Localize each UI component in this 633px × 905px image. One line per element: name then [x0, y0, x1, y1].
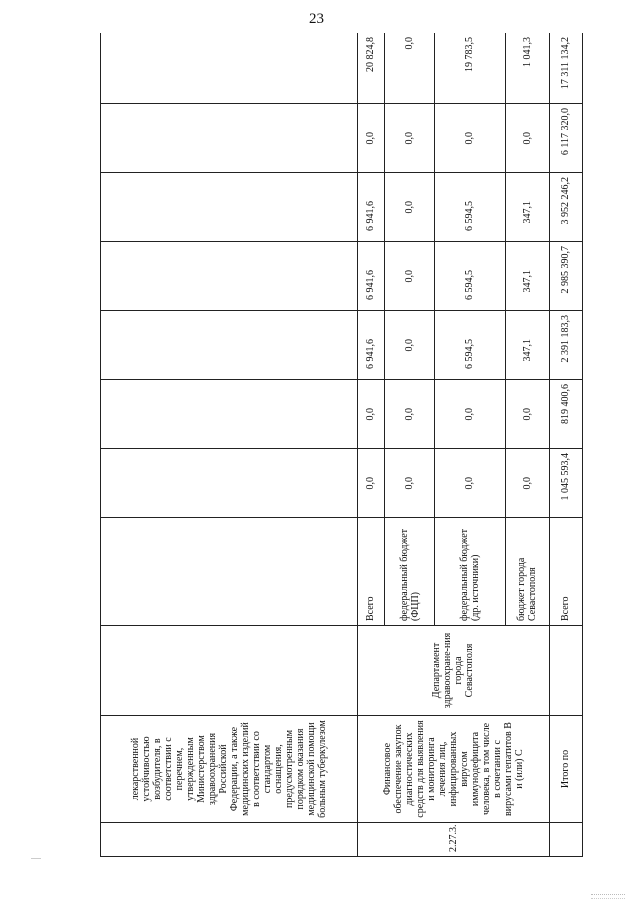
- value-cell: 0,0: [384, 380, 435, 449]
- item-number-cell: [549, 823, 582, 857]
- source-cell: Всего: [357, 518, 384, 626]
- value-cell: 0,0: [384, 33, 435, 104]
- value-cell: 6 594,5: [435, 311, 505, 380]
- value-cell: 6 941,6: [357, 242, 384, 311]
- value-cell: [101, 173, 358, 242]
- total-value-cell: 2 985 390,7: [549, 242, 582, 311]
- total-value-cell: 1 045 593,4: [549, 449, 582, 518]
- value-cell: 6 941,6: [357, 173, 384, 242]
- value-cell: [101, 104, 358, 173]
- value-cell: [101, 311, 358, 380]
- value-cell: 20 824,8: [357, 33, 384, 104]
- table-row: [357, 33, 384, 857]
- value-cell: 0,0: [357, 380, 384, 449]
- total-value-cell: 3 952 246,2: [549, 173, 582, 242]
- item-number-cell: [101, 823, 358, 857]
- executor-cell: [101, 626, 358, 716]
- source-cell: федеральный бюджет (др. источники): [435, 518, 505, 626]
- source-cell: федеральный бюджет (ФЦП): [384, 518, 435, 626]
- value-cell: 0,0: [435, 380, 505, 449]
- total-label-cell: Итого по: [549, 716, 582, 823]
- item-description-cell: лекарственной устойчивостью возбудителя, в соответствии с перечнем, утвержденным Министерством здравоохранения Российской Федерации, а также медицинских изделий в соответствии со стандартом оснащения, предусмотренным порядком оказания медицинской помощи больным туберкулезом: [101, 716, 358, 823]
- value-cell: 0,0: [357, 104, 384, 173]
- value-cell: 0,0: [384, 449, 435, 518]
- total-value-cell: 6 117 320,0: [549, 104, 582, 173]
- total-value-cell: 2 391 183,3: [549, 311, 582, 380]
- executor-cell: Департамент здравоохране-ния города Севастополя: [357, 626, 549, 716]
- table-row: [101, 33, 358, 857]
- total-value-cell: 819 400,6: [549, 380, 582, 449]
- value-cell: 347,1: [505, 311, 549, 380]
- value-cell: 6 941,6: [357, 311, 384, 380]
- value-cell: 347,1: [505, 242, 549, 311]
- value-cell: [101, 380, 358, 449]
- value-cell: 0,0: [435, 104, 505, 173]
- value-cell: 0,0: [384, 104, 435, 173]
- value-cell: [101, 33, 358, 104]
- table-row: [549, 33, 582, 857]
- value-cell: 0,0: [505, 104, 549, 173]
- program-table-wrapper: [100, 33, 583, 857]
- value-cell: 19 783,5: [435, 33, 505, 104]
- item-description-cell: Финансовое обеспечение закупок диагностических средств для выявления и мониторинга лечения лиц, инфицированных вирусом иммунодефицита человека, в том числе в сочетании с вирусами гепатитов В и (или) С: [357, 716, 549, 823]
- value-cell: 0,0: [505, 449, 549, 518]
- item-number-cell: 2.27.3.: [357, 823, 549, 857]
- page-number: 23: [309, 11, 324, 27]
- value-cell: 6 594,5: [435, 242, 505, 311]
- value-cell: 0,0: [435, 449, 505, 518]
- value-cell: [101, 242, 358, 311]
- program-table: [100, 33, 583, 857]
- scan-artifact-mark: [591, 894, 625, 899]
- value-cell: 0,0: [384, 311, 435, 380]
- value-cell: 347,1: [505, 173, 549, 242]
- value-cell: 0,0: [384, 242, 435, 311]
- value-cell: 0,0: [357, 449, 384, 518]
- value-cell: 1 041,3: [505, 33, 549, 104]
- executor-cell: [549, 626, 582, 716]
- scan-margin-mark: [31, 858, 41, 859]
- source-cell: [101, 518, 358, 626]
- value-cell: 0,0: [505, 380, 549, 449]
- total-value-cell: 17 311 134,2: [549, 33, 582, 104]
- value-cell: 6 594,5: [435, 173, 505, 242]
- source-cell: бюджет города Севастополя: [505, 518, 549, 626]
- value-cell: [101, 449, 358, 518]
- value-cell: 0,0: [384, 173, 435, 242]
- source-cell: Всего: [549, 518, 582, 626]
